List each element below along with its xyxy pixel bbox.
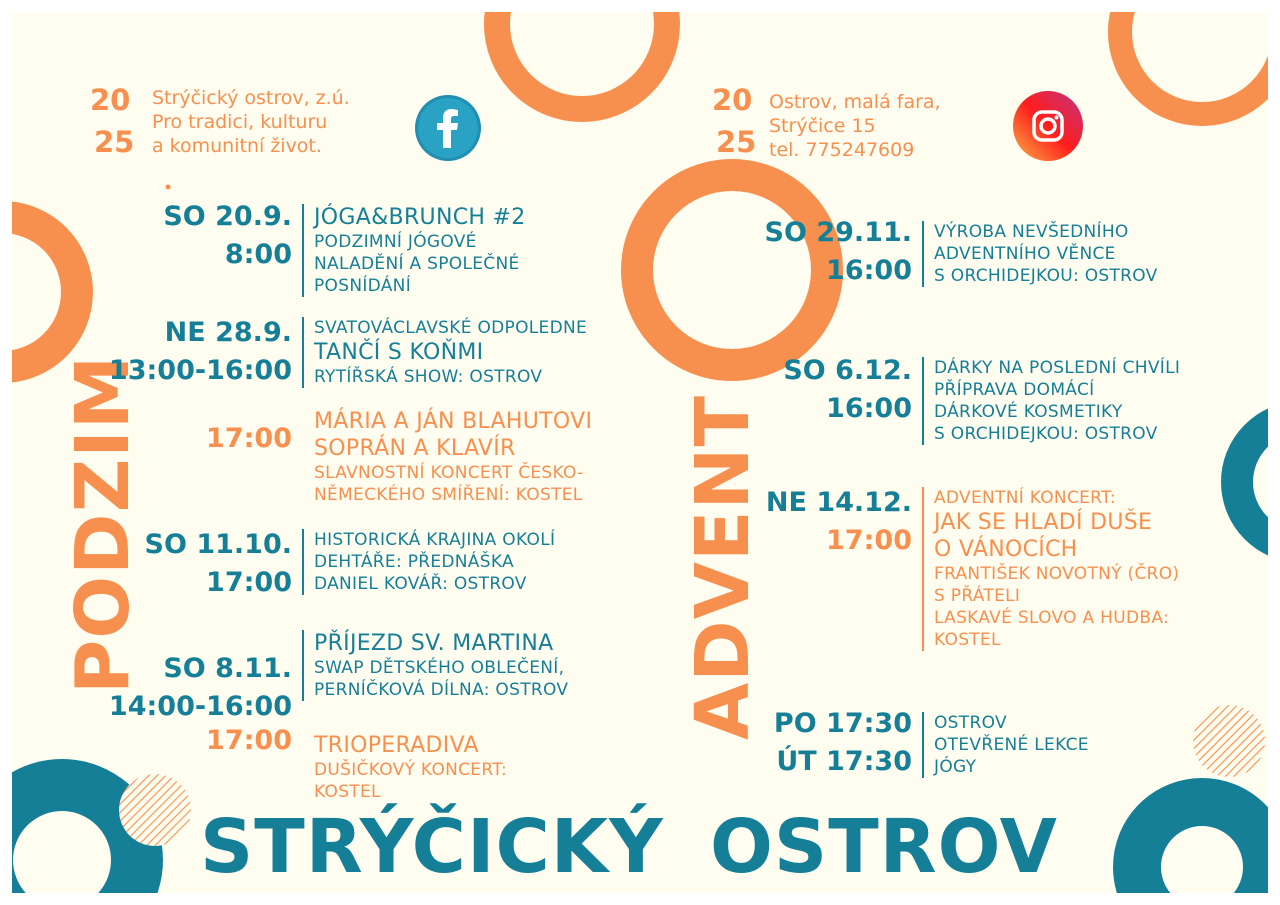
event-title: TANČÍ S KOŇMI: [314, 340, 484, 365]
event-title: JAK SE HLADÍ DUŠE: [934, 510, 1153, 535]
event-line: JÓGY: [934, 757, 977, 777]
event-line: PERNÍČKOVÁ DÍLNA: OSTROV: [314, 680, 569, 700]
event-time: 16:00: [826, 393, 912, 424]
event-time-podzim-3: [122, 420, 292, 458]
event-time-podzim-6: [122, 722, 292, 760]
event-line: POSNÍDÁNÍ: [314, 276, 412, 296]
venue-line-3: tel. 775247609: [769, 139, 915, 161]
event-line: SWAP DĚTSKÉHO OBLEČENÍ,: [314, 658, 565, 678]
event-desc-podzim-5: [302, 630, 568, 701]
footer-title-right: OSTROV: [710, 804, 1058, 890]
event-title: MÁRIA A JÁN BLAHUTOVI: [314, 409, 593, 434]
season-label-podzim: PODZIM: [60, 354, 146, 694]
event-time: 17:00: [206, 423, 292, 454]
event-desc-podzim-4: [302, 529, 555, 595]
event-line: ADVENTNÍHO VĚNCE: [934, 244, 1116, 264]
event-line: SLAVNOSTNÍ KONCERT ČESKO-: [314, 463, 584, 483]
ring-bottom-left: [12, 785, 137, 893]
year-bottom-right: 25: [716, 125, 757, 159]
event-line: KOSTEL: [934, 630, 1001, 650]
event-line: S ORCHIDEJKOU: OSTROV: [934, 424, 1158, 444]
event-line: VÝROBA NEVŠEDNÍHO: [934, 222, 1129, 242]
org-line-1: Strýčický ostrov, z.ú.: [152, 87, 350, 109]
event-date-podzim-2: [92, 314, 292, 390]
event-line: DUŠIČKOVÝ KONCERT:: [314, 760, 508, 780]
event-time: 14:00-16:00: [108, 691, 292, 722]
event-line: DEHTÁŘE: PŘEDNÁŠKA: [314, 552, 514, 572]
event-date-podzim-5: [92, 650, 292, 726]
hatch-circle-right: [1193, 705, 1265, 777]
event-desc-advent-3: [922, 487, 1179, 651]
event-line: PODZIMNÍ JÓGOVÉ: [314, 232, 477, 252]
event-line: KOSTEL: [314, 782, 381, 802]
event-date-podzim-4: [122, 526, 292, 602]
venue-line-1: Ostrov, malá fara,: [769, 91, 941, 113]
event-date-advent-1: [732, 214, 912, 290]
event-desc-podzim-3: [302, 408, 592, 506]
event-title: TRIOPERADIVA: [314, 733, 479, 758]
year-top-right: 20: [712, 83, 753, 117]
event-time: ÚT 17:30: [776, 746, 912, 777]
org-info-left: [152, 86, 350, 158]
event-line: PŘÍPRAVA DOMÁCÍ: [934, 380, 1095, 400]
event-time: 13:00-16:00: [108, 355, 292, 386]
event-line: NĚMECKÉHO SMÍŘENÍ: KOSTEL: [314, 485, 583, 505]
ring-bottom-right: [1137, 802, 1267, 893]
event-time: 17:00: [826, 525, 912, 556]
event-line: OTEVŘENÉ LEKCE: [934, 735, 1089, 755]
event-date: SO 11.10.: [144, 529, 292, 560]
event-line: LASKAVÉ SLOVO A HUDBA:: [934, 608, 1169, 628]
event-desc-advent-1: [922, 221, 1158, 287]
event-date: NE 28.9.: [164, 317, 292, 348]
event-line: RYTÍŘSKÁ SHOW: OSTROV: [314, 367, 543, 387]
event-desc-advent-4: [922, 712, 1089, 778]
season-label-advent: ADVENT: [680, 395, 766, 740]
event-title: JÓGA&BRUNCH #2: [314, 205, 526, 230]
dot: [166, 185, 171, 190]
event-line: OSTROV: [934, 713, 1007, 733]
event-date-advent-2: [732, 352, 912, 428]
event-date: NE 14.12.: [765, 487, 912, 518]
event-title: PŘÍJEZD SV. MARTINA: [314, 631, 554, 656]
event-line: NALADĚNÍ A SPOLEČNÉ: [314, 254, 520, 274]
org-line-3: a komunitní život.: [152, 135, 322, 157]
year-top-left: 20: [90, 83, 131, 117]
event-desc-podzim-1: [302, 204, 526, 297]
event-line: FRANTIŠEK NOVOTNÝ (ČRO): [934, 564, 1180, 584]
event-time: 16:00: [826, 255, 912, 286]
event-line: ADVENTNÍ KONCERT:: [934, 488, 1116, 508]
event-date: SO 20.9.: [163, 201, 292, 232]
event-date-podzim-1: [122, 198, 292, 274]
venue-info-right: [769, 90, 941, 162]
event-line: DÁRKOVÉ KOSMETIKY: [934, 402, 1123, 422]
event-line: DÁRKY NA POSLEDNÍ CHVÍLI: [934, 358, 1181, 378]
event-date: SO 6.12.: [783, 355, 912, 386]
event-date: PO 17:30: [773, 708, 912, 739]
year-bottom-left: 25: [94, 125, 135, 159]
event-line: HISTORICKÁ KRAJINA OKOLÍ: [314, 530, 556, 550]
event-desc-podzim-2: [302, 317, 587, 388]
arc-top-center: [497, 12, 667, 109]
event-time: 17:00: [206, 725, 292, 756]
event-date: SO 29.11.: [764, 217, 912, 248]
event-date-advent-3: [732, 484, 912, 560]
arc-top-right: [1120, 12, 1268, 114]
event-desc-podzim-6: [302, 732, 507, 803]
instagram-icon[interactable]: [1012, 90, 1084, 162]
event-line: SVATOVÁCLAVSKÉ ODPOLEDNE: [314, 318, 588, 338]
arc-left: [12, 217, 77, 367]
event-line: S PŘÁTELI: [934, 586, 1021, 606]
venue-line-2: Strýčice 15: [769, 115, 876, 137]
footer-title-left: STRÝČICKÝ: [200, 804, 664, 890]
event-title: O VÁNOCÍCH: [934, 537, 1078, 562]
arc-right-teal: [1237, 417, 1268, 547]
facebook-icon[interactable]: [414, 94, 482, 162]
hatch-circle-left: [119, 774, 191, 846]
event-line: S ORCHIDEJKOU: OSTROV: [934, 266, 1158, 286]
event-time: 8:00: [224, 239, 292, 270]
org-line-2: Pro tradici, kulturu: [152, 111, 328, 133]
poster: [12, 12, 1268, 893]
event-line: DANIEL KOVÁŘ: OSTROV: [314, 574, 527, 594]
event-date: SO 8.11.: [163, 653, 292, 684]
event-desc-advent-2: [922, 357, 1180, 445]
event-time: 17:00: [206, 567, 292, 598]
event-date-advent-4: [732, 705, 912, 781]
event-title: SOPRÁN A KLAVÍR: [314, 436, 516, 461]
